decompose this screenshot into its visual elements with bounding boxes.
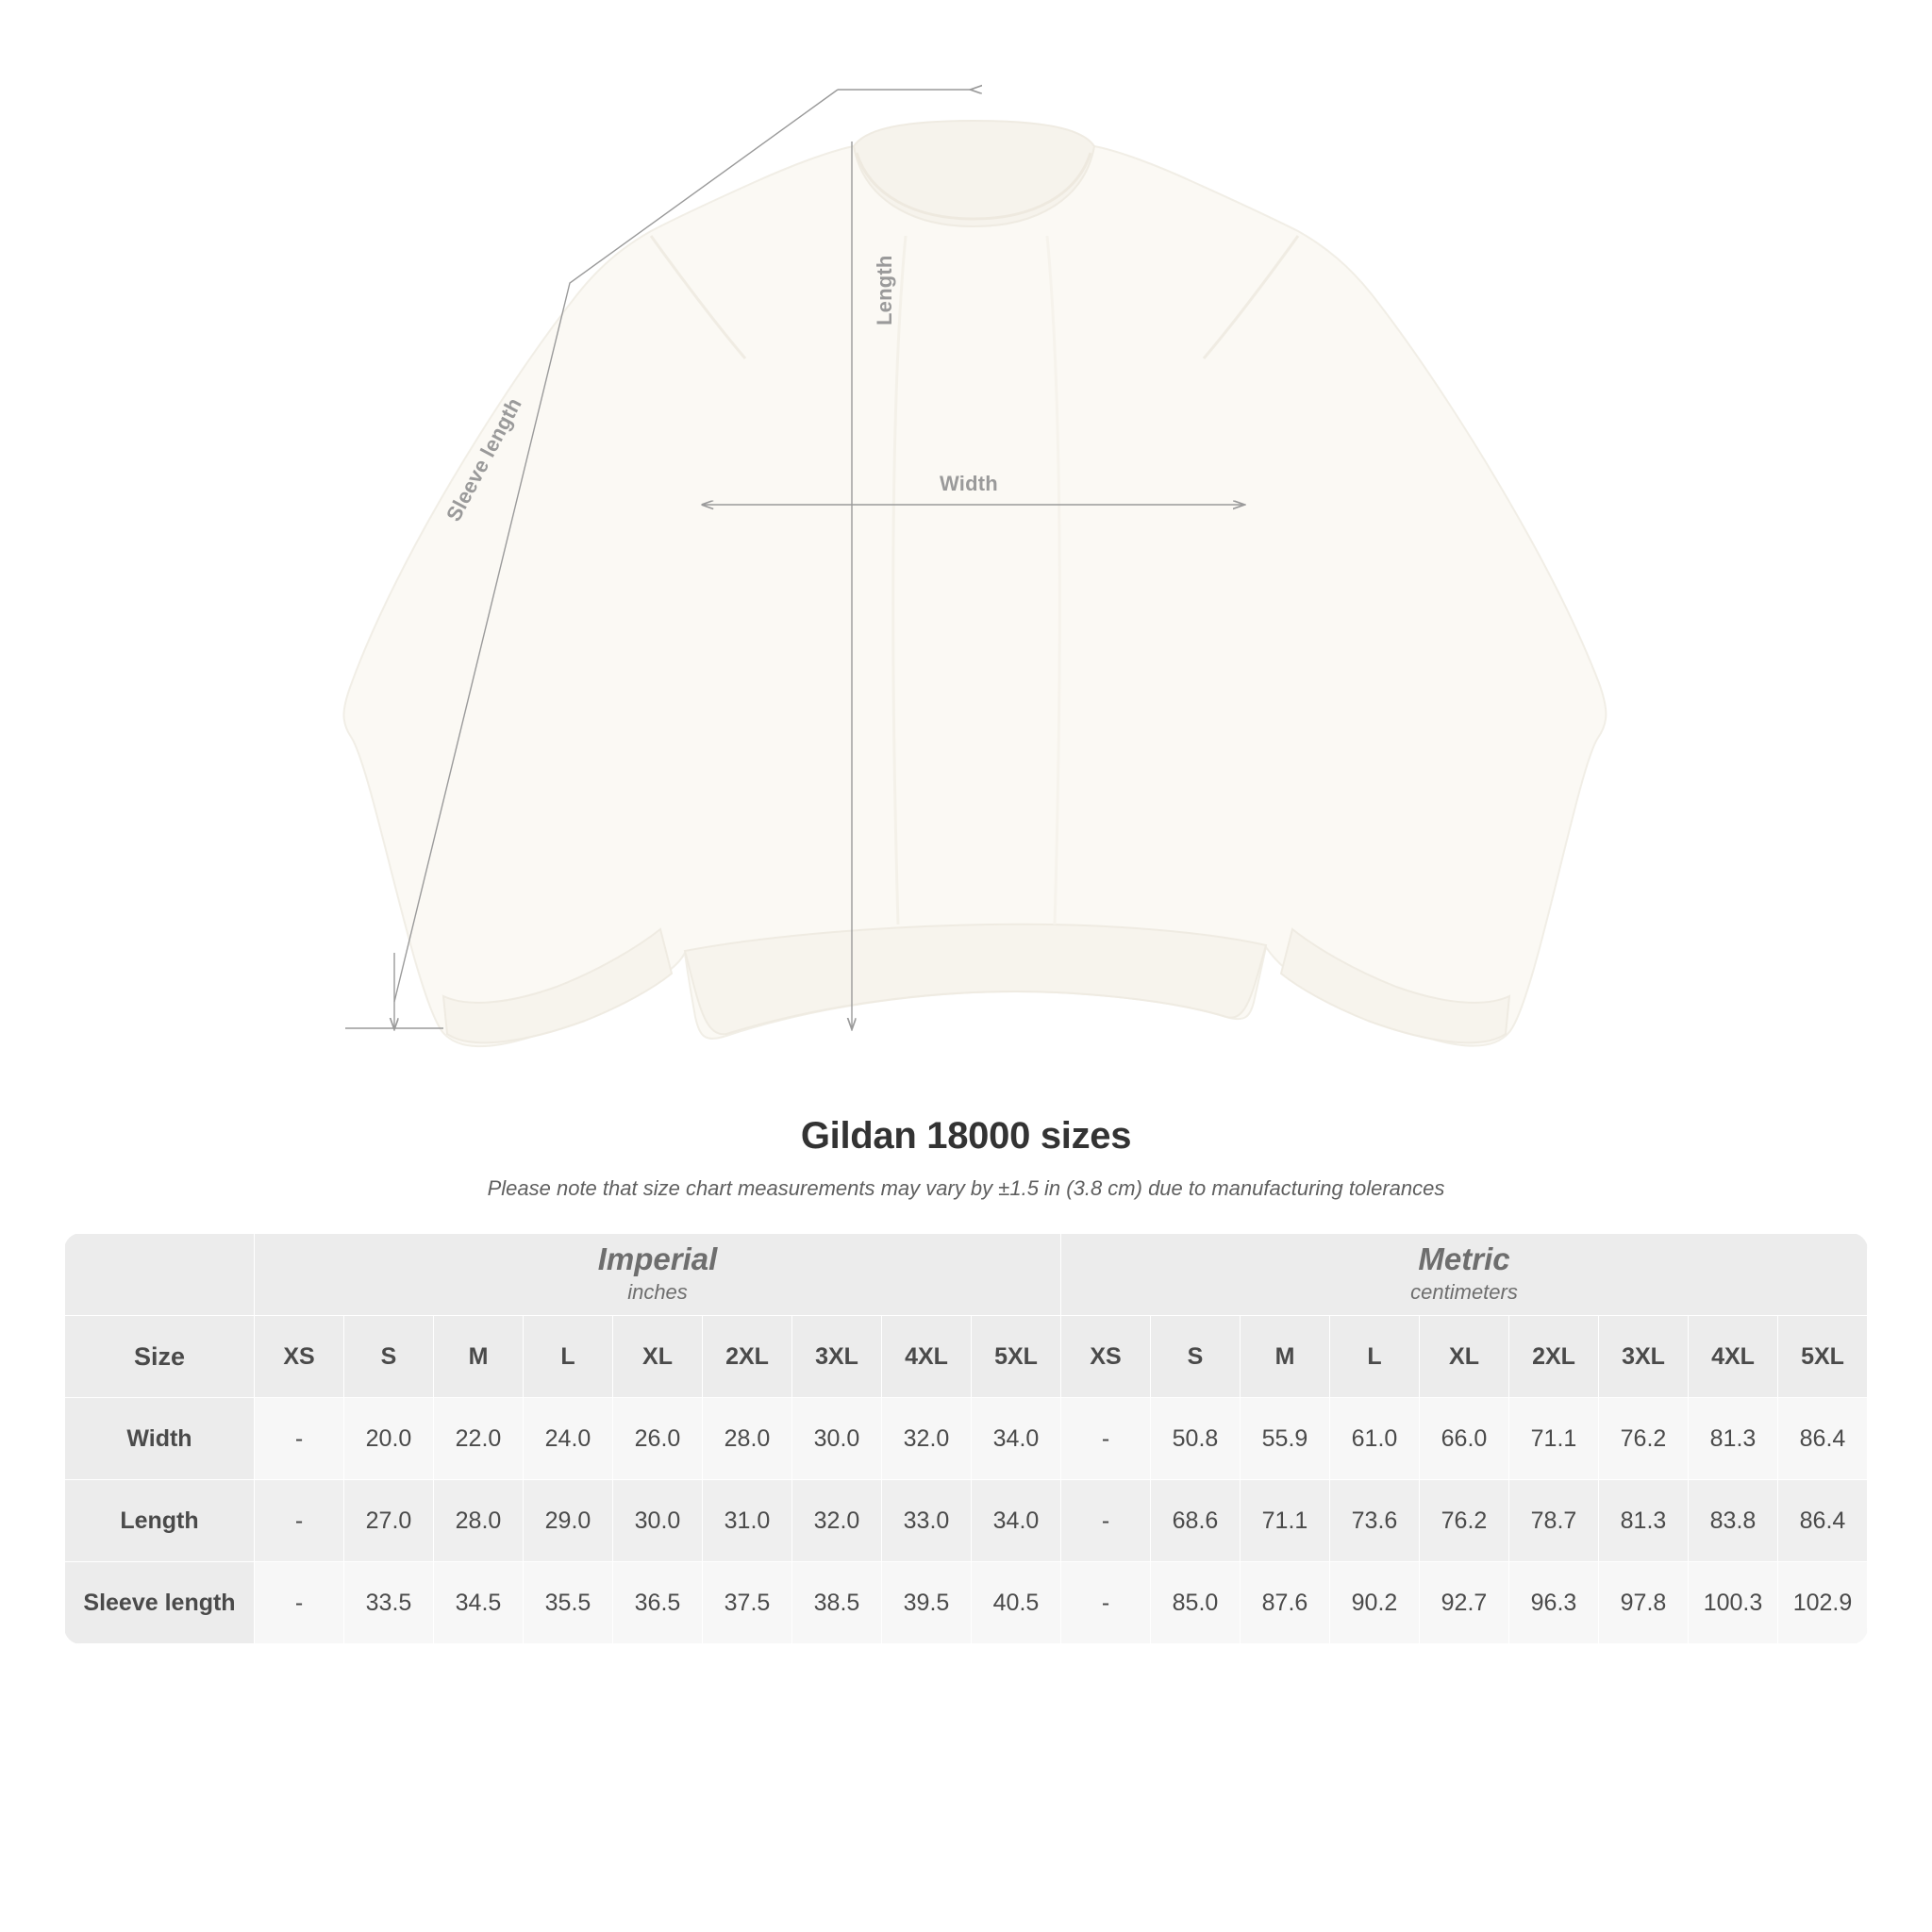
size-table xyxy=(64,1233,1868,1644)
measurement-cell: 40.5 xyxy=(972,1562,1061,1644)
measurement-cell: 66.0 xyxy=(1420,1398,1509,1480)
measurement-cell: 61.0 xyxy=(1330,1398,1420,1480)
measurement-cell: 86.4 xyxy=(1778,1480,1868,1562)
measurement-row-label: Sleeve length xyxy=(65,1562,255,1644)
measurement-cell: 71.1 xyxy=(1241,1480,1330,1562)
measurement-cell: 31.0 xyxy=(703,1480,792,1562)
measurement-cell: 39.5 xyxy=(882,1562,972,1644)
measurement-cell: 92.7 xyxy=(1420,1562,1509,1644)
measurement-cell: 76.2 xyxy=(1420,1480,1509,1562)
measurement-cell: 30.0 xyxy=(613,1480,703,1562)
size-header-cell: XL xyxy=(1420,1316,1509,1398)
measurement-cell: - xyxy=(255,1480,344,1562)
size-header-cell: S xyxy=(1151,1316,1241,1398)
measurement-cell: 96.3 xyxy=(1509,1562,1599,1644)
size-header-cell: 3XL xyxy=(792,1316,882,1398)
measurement-cell: 38.5 xyxy=(792,1562,882,1644)
unit-header-spacer xyxy=(65,1234,255,1316)
unit-group-subtitle: inches xyxy=(627,1280,688,1305)
measurement-cell: 34.5 xyxy=(434,1562,524,1644)
size-header-cell: 2XL xyxy=(1509,1316,1599,1398)
measurement-cell: 20.0 xyxy=(344,1398,434,1480)
measurement-cell: 71.1 xyxy=(1509,1398,1599,1480)
measurement-cell: 76.2 xyxy=(1599,1398,1689,1480)
measurement-cell: 27.0 xyxy=(344,1480,434,1562)
unit-header-row xyxy=(65,1234,1868,1316)
measurement-cell: 50.8 xyxy=(1151,1398,1241,1480)
size-header-cell: XL xyxy=(613,1316,703,1398)
measurement-cell: 78.7 xyxy=(1509,1480,1599,1562)
measurement-cell: 28.0 xyxy=(434,1480,524,1562)
measurement-cell: 81.3 xyxy=(1689,1398,1778,1480)
measurement-cell: 28.0 xyxy=(703,1398,792,1480)
unit-group-subtitle: centimeters xyxy=(1410,1280,1518,1305)
size-row-label: Size xyxy=(65,1316,255,1398)
size-header-cell: M xyxy=(434,1316,524,1398)
size-header-row xyxy=(65,1316,1868,1398)
size-header-cell: S xyxy=(344,1316,434,1398)
measurement-cell: 55.9 xyxy=(1241,1398,1330,1480)
size-table-container xyxy=(64,1233,1868,1644)
measurement-row-label: Width xyxy=(65,1398,255,1480)
size-header-cell: 4XL xyxy=(1689,1316,1778,1398)
measurement-cell: 100.3 xyxy=(1689,1562,1778,1644)
measurement-cell: 34.0 xyxy=(972,1480,1061,1562)
measurement-row-label: Length xyxy=(65,1480,255,1562)
measurement-cell: - xyxy=(1061,1480,1151,1562)
measurement-cell: 26.0 xyxy=(613,1398,703,1480)
measurement-cell: - xyxy=(255,1562,344,1644)
sleeve-length-dimension-label: Sleeve length xyxy=(441,393,526,525)
measurement-cell: 22.0 xyxy=(434,1398,524,1480)
width-dimension-label: Width xyxy=(940,472,998,495)
sweatshirt-shape xyxy=(344,121,1607,1046)
unit-group-title: Imperial xyxy=(597,1241,718,1276)
measurement-cell: 34.0 xyxy=(972,1398,1061,1480)
measurement-cell: 90.2 xyxy=(1330,1562,1420,1644)
measurement-cell: 32.0 xyxy=(882,1398,972,1480)
size-header-cell: L xyxy=(1330,1316,1420,1398)
measurement-cell: 37.5 xyxy=(703,1562,792,1644)
measurement-cell: 87.6 xyxy=(1241,1562,1330,1644)
measurement-cell: - xyxy=(1061,1398,1151,1480)
size-header-cell: XS xyxy=(1061,1316,1151,1398)
unit-group-metric xyxy=(1061,1234,1868,1316)
size-header-cell: M xyxy=(1241,1316,1330,1398)
measurement-cell: - xyxy=(255,1398,344,1480)
measurement-cell: 33.5 xyxy=(344,1562,434,1644)
measurement-cell: - xyxy=(1061,1562,1151,1644)
size-header-cell: XS xyxy=(255,1316,344,1398)
page-title: Gildan 18000 sizes xyxy=(800,1115,1132,1157)
measurement-cell: 85.0 xyxy=(1151,1562,1241,1644)
length-dimension-label: Length xyxy=(873,255,896,325)
size-header-cell: 5XL xyxy=(1778,1316,1868,1398)
measurement-cell: 73.6 xyxy=(1330,1480,1420,1562)
size-header-cell: 4XL xyxy=(882,1316,972,1398)
measurement-cell: 30.0 xyxy=(792,1398,882,1480)
measurement-cell: 102.9 xyxy=(1778,1562,1868,1644)
measurement-cell: 33.0 xyxy=(882,1480,972,1562)
unit-group-title: Metric xyxy=(1418,1241,1510,1276)
table-row xyxy=(65,1480,1868,1562)
measurement-cell: 32.0 xyxy=(792,1480,882,1562)
unit-group-imperial xyxy=(255,1234,1061,1316)
tolerance-note: Please note that size chart measurements may vary by ±1.5 in (3.8 cm) due to manufacturing tolerances xyxy=(487,1176,1445,1200)
measurement-cell: 24.0 xyxy=(524,1398,613,1480)
size-header-cell: 3XL xyxy=(1599,1316,1689,1398)
table-row xyxy=(65,1398,1868,1480)
chart-heading xyxy=(0,1115,1932,1201)
measurement-cell: 97.8 xyxy=(1599,1562,1689,1644)
measurement-cell: 83.8 xyxy=(1689,1480,1778,1562)
measurement-cell: 68.6 xyxy=(1151,1480,1241,1562)
size-header-cell: 2XL xyxy=(703,1316,792,1398)
size-header-cell: L xyxy=(524,1316,613,1398)
measurement-cell: 81.3 xyxy=(1599,1480,1689,1562)
measurement-cell: 36.5 xyxy=(613,1562,703,1644)
table-row xyxy=(65,1562,1868,1644)
measurement-cell: 29.0 xyxy=(524,1480,613,1562)
measurement-cell: 86.4 xyxy=(1778,1398,1868,1480)
measurement-cell: 35.5 xyxy=(524,1562,613,1644)
size-header-cell: 5XL xyxy=(972,1316,1061,1398)
